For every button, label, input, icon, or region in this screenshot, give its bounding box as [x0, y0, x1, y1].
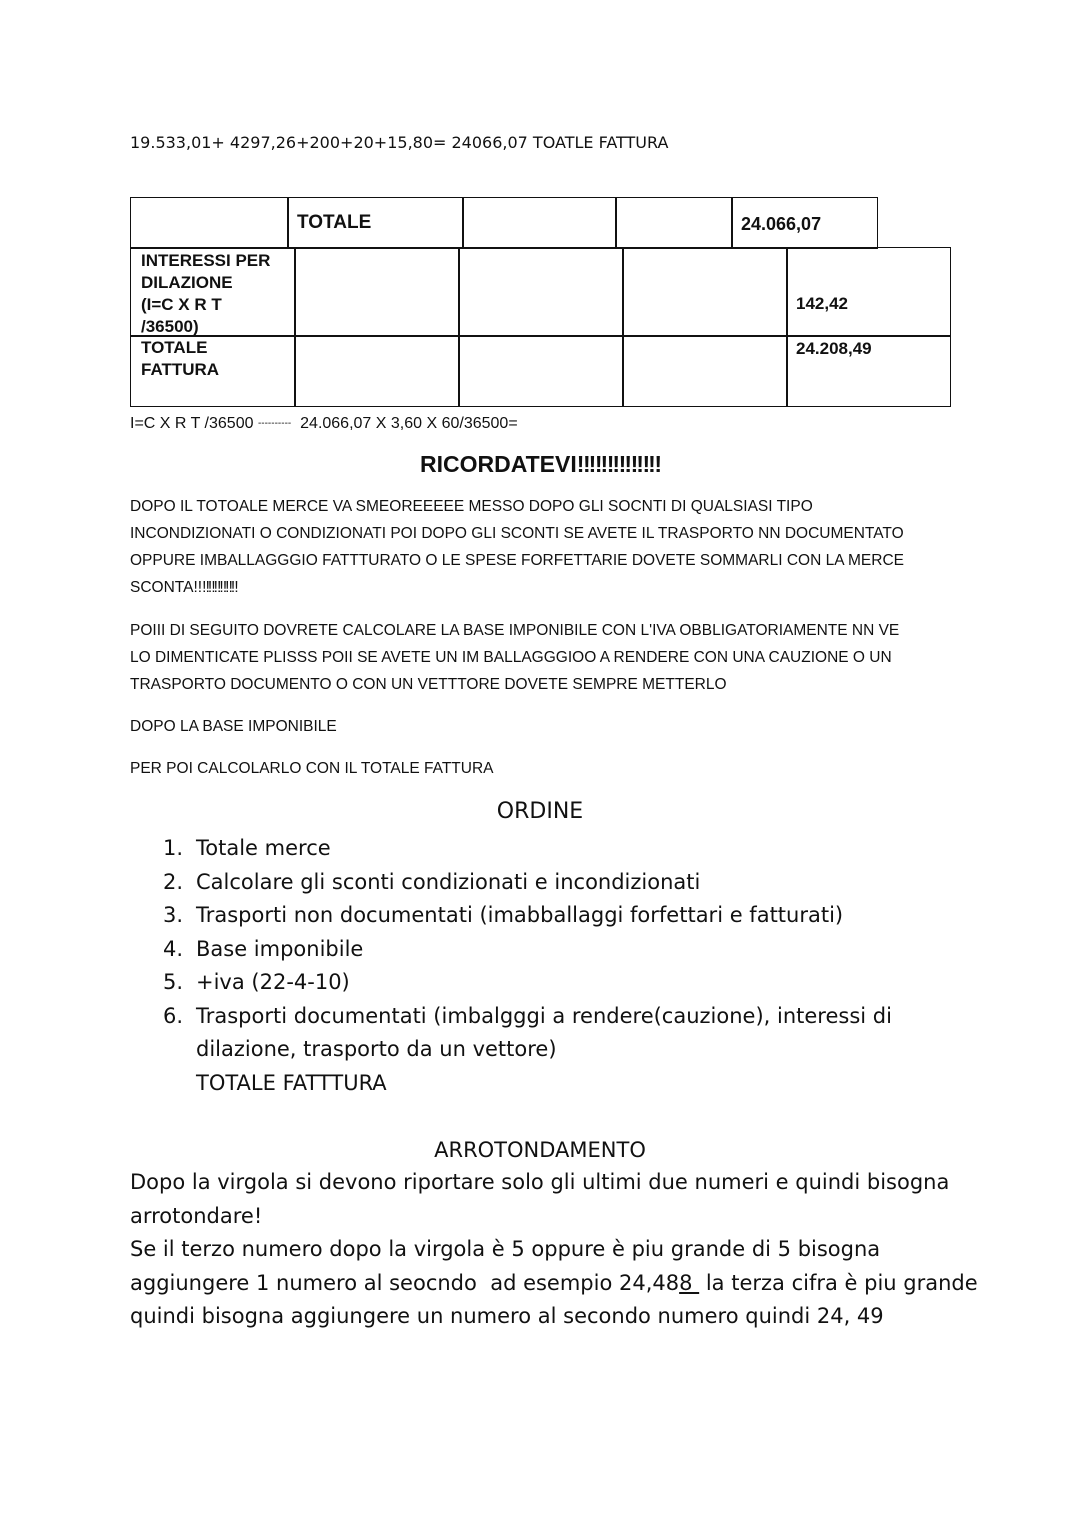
- formula-right: 24.066,07 X 3,60 X 60/36500=: [300, 415, 518, 433]
- line-dopo-base: DOPO LA BASE IMPONIBILE: [130, 718, 337, 735]
- table-cell-empty: [622, 247, 788, 337]
- paragraph-line: aggiungere 1 numero al seocndo ad esempio 24,488 la terza cifra è piu grande: [130, 1270, 978, 1295]
- table-cell-empty: [622, 335, 788, 407]
- calc-line: 19.533,01+ 4297,26+200+20+15,80= 24066,07 TOATLE FATTURA: [130, 133, 669, 152]
- table-cell-empty: [294, 247, 460, 337]
- interessi-label-line: INTERESSI PER: [141, 251, 271, 270]
- paragraph-line: POIII DI SEGUITO DOVRETE CALCOLARE LA BASE IMPONIBILE CON L'IVA OBBLIGATORIAMENTE NN VE: [130, 622, 900, 639]
- totale-label: TOTALE: [297, 212, 372, 233]
- paragraph-sconti: [130, 493, 970, 601]
- table-cell-empty: [130, 197, 289, 249]
- paragraph-line: arrotondare!: [130, 1203, 263, 1228]
- table-cell-empty: [294, 335, 460, 407]
- table-cell-empty: [458, 247, 624, 337]
- interessi-label-line: /36500): [141, 317, 199, 336]
- formula-left: I=C X R T /36500: [130, 415, 254, 433]
- interessi-label-line: (I=C X R T: [141, 295, 222, 314]
- list-item: 5. +iva (22-4-10): [163, 970, 350, 994]
- list-item-continuation: dilazione, trasporto da un vettore): [196, 1037, 557, 1061]
- ordine-title: ORDINE: [496, 799, 584, 824]
- table-cell-empty: [462, 197, 617, 249]
- paragraph-line: quindi bisogna aggiungere un numero al secondo numero quindi 24, 49: [130, 1304, 884, 1328]
- paragraph-line: LO DIMENTICATE PLISSS POII SE AVETE UN IM BALLAGGGIOO A RENDERE CON UNA CAUZIONE O UN: [130, 649, 892, 666]
- table-cell-totale-fattura-label: [130, 335, 296, 407]
- list-item: 4. Base imponibile: [163, 936, 364, 961]
- list-item: 6. Trasporti documentati (imbalgggi a rendere(cauzione), interessi di: [163, 1003, 892, 1028]
- table-cell-empty: [615, 197, 733, 249]
- formula-dashes: ----------: [257, 418, 292, 429]
- reminder-title: [0, 448, 1080, 480]
- paragraph-line: DOPO IL TOTOALE MERCE VA SMEOREEEEE MESSO DOPO GLI SOCNTI DI QUALSIASI TIPO: [130, 498, 813, 515]
- arrotondamento-text: [130, 1166, 978, 1334]
- paragraph-line: Dopo la virgola si devono riportare solo gli ultimi due numeri e quindi bisogna: [130, 1170, 950, 1194]
- table-cell-interessi-label: [130, 247, 296, 337]
- paragraph-base-imponibile: [130, 617, 970, 698]
- exclamation-icons: ‼‼‼‼‼‼‼: [576, 451, 660, 477]
- exclamation-icons: ‼‼‼‼‼‼: [202, 579, 237, 596]
- paragraph-line: Se il terzo numero dopo la virgola è 5 oppure è piu grande di 5 bisogna: [130, 1237, 881, 1261]
- interessi-value: 142,42: [796, 294, 848, 313]
- ordine-footer: TOTALE FATTTURA: [196, 1070, 387, 1095]
- paragraph-line: TRASPORTO DOCUMENTO O CON UN VETTTORE DOVETE SEMPRE METTERLO: [130, 676, 727, 693]
- table-cell-empty: [458, 335, 624, 407]
- totale-fattura-value: 24.208,49: [796, 339, 872, 358]
- list-item: 3. Trasporti non documentati (imabballaggi forfettari e fatturati): [163, 903, 844, 927]
- ordine-list: [163, 832, 892, 1100]
- paragraph-line: INCONDIZIONATI O CONDIZIONATI POI DOPO GLI SCONTI SE AVETE IL TRASPORTO NN DOCUMENTATO: [130, 525, 904, 542]
- reminder-title-text: RICORDATEVI: [420, 451, 577, 477]
- table-cell-totale-fattura-value: [786, 335, 951, 407]
- line-per-poi: PER POI CALCOLARLO CON IL TOTALE FATTURA: [130, 760, 494, 777]
- totale-fattura-label-line: TOTALE: [141, 338, 208, 357]
- arrotondamento-title: ARROTONDAMENTO: [434, 1138, 646, 1162]
- interessi-label-line: DILAZIONE: [141, 273, 233, 292]
- totale-fattura-label-line: FATTURA: [141, 360, 220, 379]
- table-cell-interessi-value: [786, 247, 951, 337]
- totale-value: 24.066,07: [741, 214, 822, 234]
- list-item: 2. Calcolare gli sconti condizionati e incondizionati: [163, 869, 701, 894]
- list-item: 1. Totale merce: [163, 836, 331, 860]
- paragraph-line: OPPURE IMBALLAGGGIO FATTTURATO O LE SPESE FORFETTARIE DOVETE SOMMARLI CON LA MERCE: [130, 552, 904, 569]
- paragraph-line: SCONTA!!: [130, 579, 203, 596]
- table-cell-totale-label: [287, 197, 464, 249]
- table-cell-totale-value: [731, 197, 878, 249]
- formula-line: [130, 413, 518, 435]
